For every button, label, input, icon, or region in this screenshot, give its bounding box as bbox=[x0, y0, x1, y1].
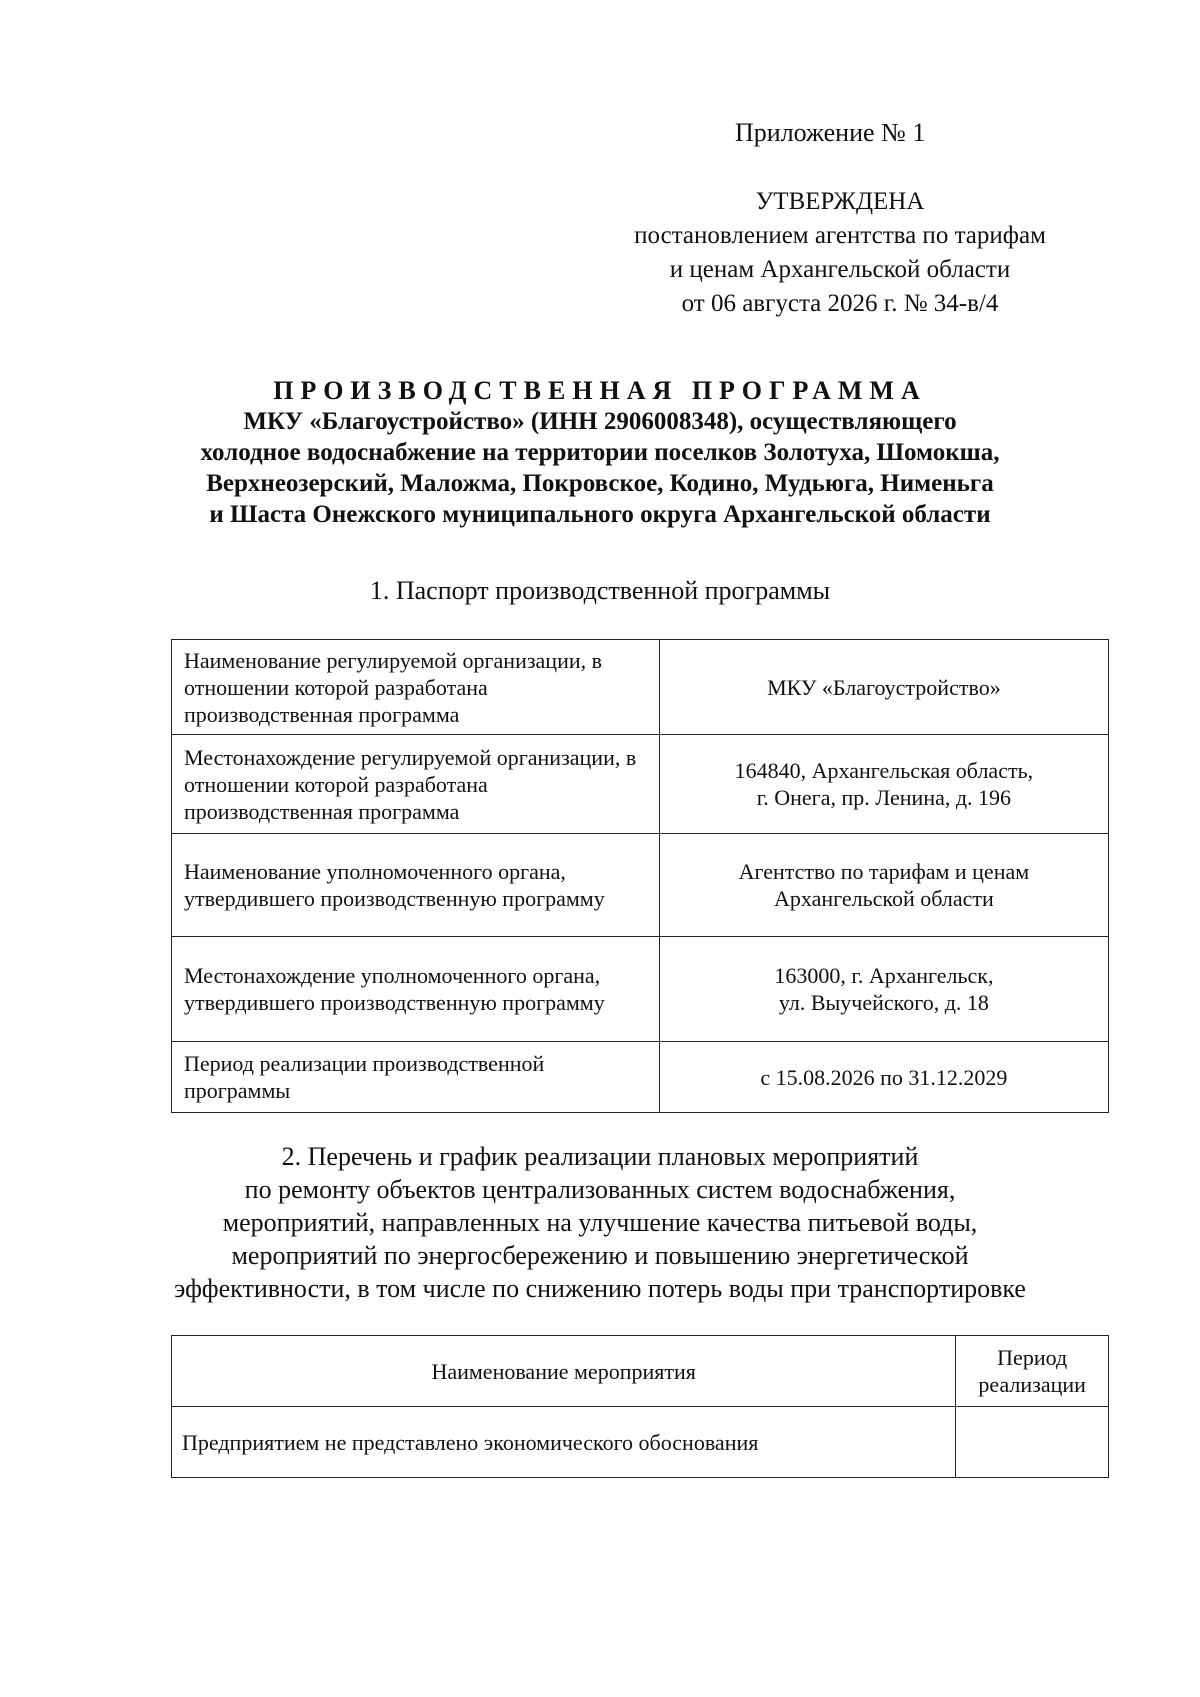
passport-value bbox=[659, 937, 1108, 1042]
section2-title-line: эффективности, в том числе по снижению потерь воды при транспортировке bbox=[174, 1274, 1026, 1303]
passport-table bbox=[171, 639, 1109, 1113]
passport-value-line: г. Онега, пр. Ленина, д. 196 bbox=[756, 785, 1012, 810]
passport-value-line: 164840, Архангельская область, bbox=[734, 758, 1034, 783]
table-row bbox=[172, 735, 1109, 834]
section2-title-line: 2. Перечень и график реализации плановых мероприятий bbox=[281, 1142, 919, 1171]
passport-value bbox=[659, 640, 1108, 735]
event-name: Предприятием не представлено экономического обоснования bbox=[172, 1407, 956, 1478]
passport-label: Наименование уполномоченного органа, утвердившего производственную программу bbox=[172, 834, 660, 937]
passport-label: Местонахождение регулируемой организации, в отношении которой разработана производственная программа bbox=[172, 735, 660, 834]
table-row bbox=[172, 937, 1109, 1042]
section1-title: 1. Паспорт производственной программы bbox=[369, 576, 831, 605]
program-title-line-1: МКУ «Благоустройство» (ИНН 2906008348), осуществляющего bbox=[243, 408, 957, 435]
passport-value-line: 163000, г. Архангельск, bbox=[774, 963, 994, 988]
passport-value bbox=[659, 1042, 1108, 1113]
approval-block bbox=[600, 185, 1080, 321]
table-row bbox=[172, 1407, 1109, 1478]
program-title-main: ПРОИЗВОДСТВЕННАЯ ПРОГРАММА bbox=[273, 376, 927, 405]
table-header-row bbox=[172, 1336, 1109, 1407]
program-title bbox=[150, 375, 1050, 530]
passport-label: Наименование регулируемой организации, в отношении которой разработана производственная программа bbox=[172, 640, 660, 735]
column-header-period: Период реализации bbox=[956, 1336, 1109, 1407]
passport-value bbox=[659, 834, 1108, 937]
table-row bbox=[172, 640, 1109, 735]
passport-value-line: с 15.08.2026 по 31.12.2029 bbox=[760, 1064, 1008, 1090]
program-title-line-2: холодное водоснабжение на территории поселков Золотуха, Шомокша, bbox=[200, 439, 1000, 466]
section2-title-line: мероприятий по энергосбережению и повышению энергетической bbox=[231, 1241, 969, 1270]
column-header-name: Наименование мероприятия bbox=[172, 1336, 956, 1407]
table-row bbox=[172, 1042, 1109, 1113]
passport-label: Местонахождение уполномоченного органа, утвердившего производственную программу bbox=[172, 937, 660, 1042]
passport-value-line: Агентство по тарифам и ценам bbox=[738, 859, 1030, 884]
passport-value-line: ул. Выучейского, д. 18 bbox=[778, 990, 989, 1015]
table-row bbox=[172, 834, 1109, 937]
passport-value bbox=[659, 735, 1108, 834]
approved-heading: УТВЕРЖДЕНА bbox=[755, 188, 925, 215]
passport-value-line: Архангельской области bbox=[773, 886, 994, 911]
annex-number: Приложение № 1 bbox=[735, 118, 926, 147]
event-period bbox=[956, 1407, 1109, 1478]
events-table bbox=[171, 1335, 1109, 1478]
section2-title bbox=[140, 1140, 1060, 1305]
passport-label: Период реализации производственной программы bbox=[172, 1042, 660, 1113]
approved-line-3: от 06 августа 2026 г. № 34-в/4 bbox=[681, 290, 999, 317]
section2-title-line: по ремонту объектов централизованных систем водоснабжения, bbox=[244, 1175, 956, 1204]
program-title-line-4: и Шаста Онежского муниципального округа Архангельской области bbox=[209, 501, 991, 528]
passport-value-line: МКУ «Благоустройство» bbox=[767, 674, 1001, 700]
approved-line-2: и ценам Архангельской области bbox=[669, 256, 1011, 283]
section2-title-line: мероприятий, направленных на улучшение качества питьевой воды, bbox=[222, 1208, 978, 1237]
program-title-line-3: Верхнеозерский, Маложма, Покровское, Кодино, Мудьюга, Нименьга bbox=[206, 470, 994, 497]
approved-line-1: постановлением агентства по тарифам bbox=[634, 222, 1046, 249]
